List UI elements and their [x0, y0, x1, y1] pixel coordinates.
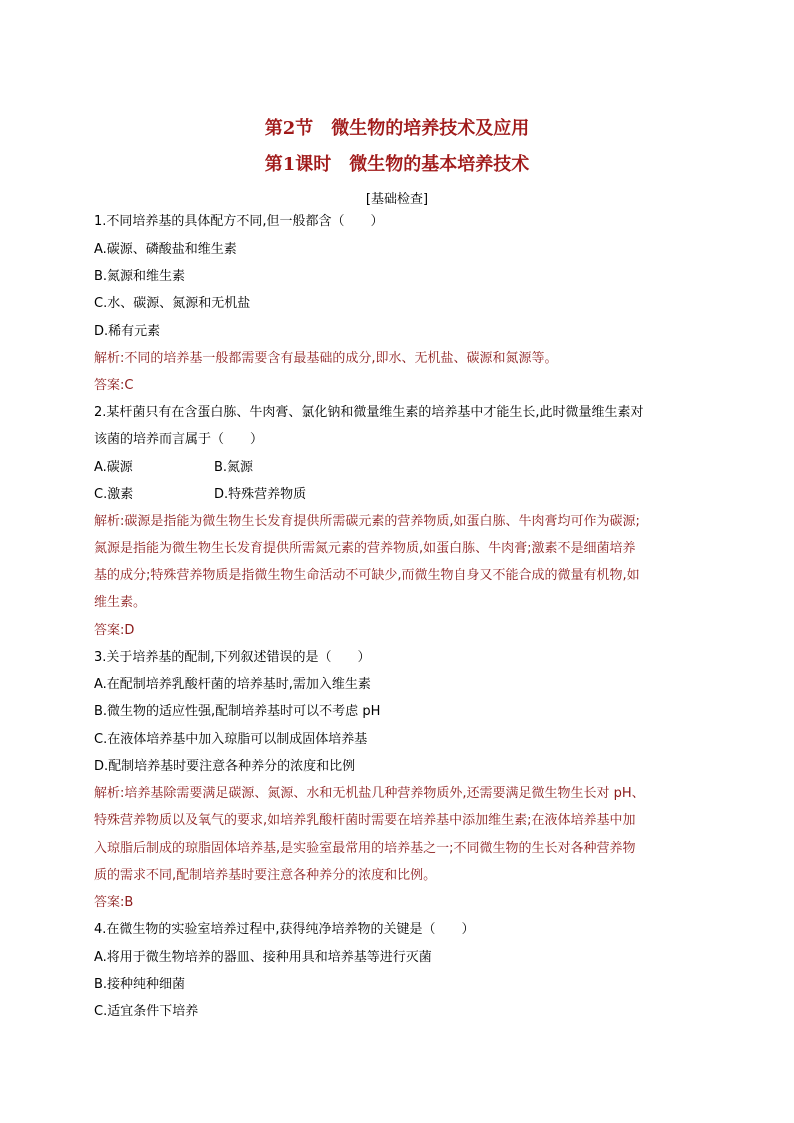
question-3-analysis-line-4: 质的需求不同,配制培养基时要注意各种养分的浓度和比例。: [94, 868, 437, 883]
question-1-option-a: A.碳源、磷酸盐和维生素: [94, 242, 237, 257]
question-1-option-b: B.氮源和维生素: [94, 269, 186, 284]
question-3-analysis-line-3: 入琼脂后制成的琼脂固体培养基,是实验室最常用的培养基之一;不同微生物的生长对各种营养物: [94, 841, 636, 856]
question-1-analysis: 解析:不同的培养基一般都需要含有最基础的成分,即水、无机盐、碳源和氮源等。: [94, 351, 558, 366]
page-title: 第2节 微生物的培养技术及应用: [264, 118, 530, 139]
question-2-analysis-line-3: 基的成分;特殊营养物质是指微生物生命活动不可缺少,而微生物自身又不能合成的微量有机物,如: [94, 568, 640, 583]
question-3-option-c: C.在液体培养基中加入琼脂可以制成固体培养基: [94, 732, 368, 747]
question-3-answer: 答案:B: [94, 895, 134, 910]
question-2-option-c: C.激素: [94, 487, 134, 502]
question-3-option-a: A.在配制培养乳酸杆菌的培养基时,需加入维生素: [94, 677, 371, 692]
question-1-option-c: C.水、碳源、氮源和无机盐: [94, 296, 251, 311]
lesson-subtitle: 第1课时 微生物的基本培养技术: [264, 154, 530, 175]
question-2-option-b: B.氮源: [214, 460, 254, 475]
section-label: [基础检查]: [365, 192, 429, 207]
question-4-stem: 4.在微生物的实验室培养过程中,获得纯净培养物的关键是（ ）: [94, 922, 475, 937]
question-4-option-a: A.将用于微生物培养的器皿、接种用具和培养基等进行灭菌: [94, 950, 432, 965]
question-4-option-b: B.接种纯种细菌: [94, 977, 186, 992]
question-2-analysis-line-2: 氮源是指能为微生物生长发育提供所需氮元素的营养物质,如蛋白胨、牛肉膏;激素不是细菌培养: [94, 541, 636, 556]
question-2-analysis-line-4: 维生素。: [94, 595, 147, 610]
question-2-stem-line-2: 该菌的培养而言属于（ ）: [94, 432, 264, 447]
question-3-option-b: B.微生物的适应性强,配制培养基时可以不考虑 pH: [94, 704, 381, 719]
question-2-stem-line-1: 2.某杆菌只有在含蛋白胨、牛肉膏、氯化钠和微量维生素的培养基中才能生长,此时微量维生素对: [94, 405, 644, 420]
question-2-option-d: D.特殊营养物质: [214, 487, 307, 502]
question-1-answer: 答案:C: [94, 378, 134, 393]
question-2-answer: 答案:D: [94, 623, 135, 638]
question-1-option-d: D.稀有元素: [94, 324, 161, 339]
question-1-stem: 1.不同培养基的具体配方不同,但一般都含（ ）: [94, 214, 384, 229]
question-2-analysis-line-1: 解析:碳源是指能为微生物生长发育提供所需碳元素的营养物质,如蛋白胨、牛肉膏均可作为碳源;: [94, 514, 640, 529]
question-3-analysis-line-1: 解析:培养基除需要满足碳源、氮源、水和无机盐几种营养物质外,还需要满足微生物生长对 pH、: [94, 786, 645, 801]
question-3-stem: 3.关于培养基的配制,下列叙述错误的是（ ）: [94, 650, 371, 665]
question-2-option-a: A.碳源: [94, 460, 133, 475]
question-3-analysis-line-2: 特殊营养物质以及氧气的要求,如培养乳酸杆菌时需要在培养基中添加维生素;在液体培养基中加: [94, 813, 636, 828]
question-4-option-c: C.适宜条件下培养: [94, 1004, 199, 1019]
question-3-option-d: D.配制培养基时要注意各种养分的浓度和比例: [94, 759, 356, 774]
